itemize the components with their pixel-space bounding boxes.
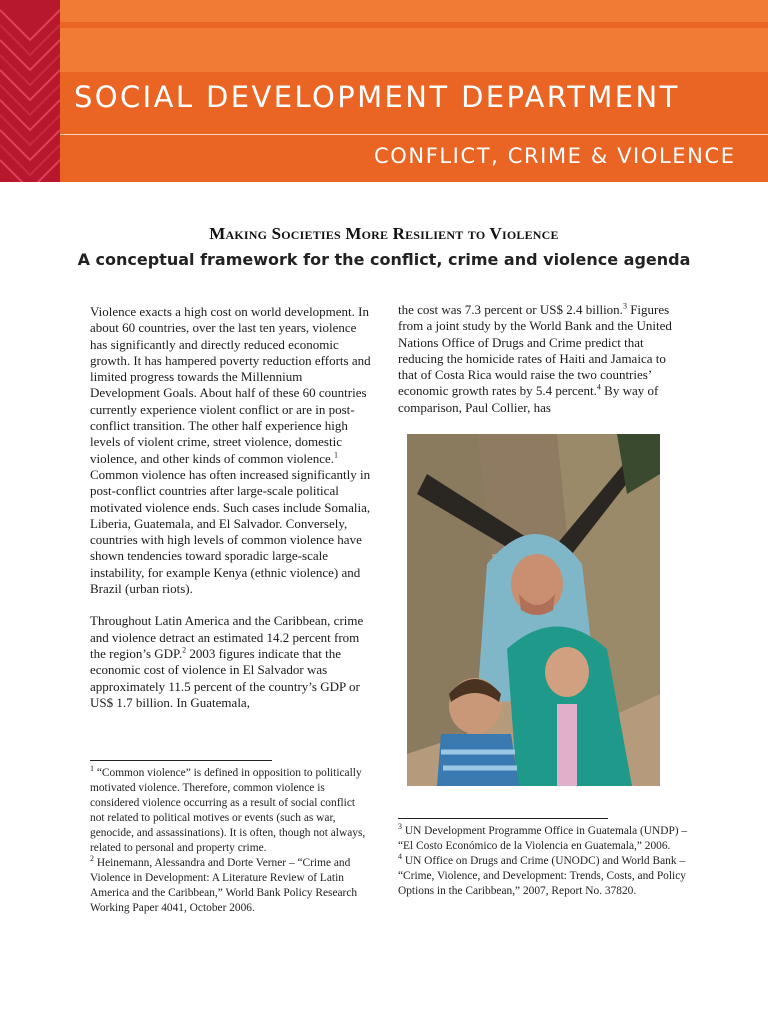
footnote xyxy=(90,856,372,916)
footnote-divider xyxy=(398,818,608,819)
paragraph xyxy=(398,302,682,416)
footnote-number: 3 xyxy=(398,822,402,832)
footnote-ref: 1 xyxy=(334,450,339,460)
banner-stripe xyxy=(60,0,768,22)
department-title: SOCIAL DEVELOPMENT DEPARTMENT xyxy=(74,80,680,114)
paragraph-text: Common violence has often increased significantly in post-conflict countries after large-scale political motivated violence ends. Such cases include Somalia, Liberia, Guatemala, and El Salvador. Conversely, countries with high levels of common violence have shown tendencies toward sporadic large-scale instability, for example Kenya (ethnic violence) and Brazil (urban riots). xyxy=(90,466,371,597)
footnote xyxy=(398,854,688,899)
footnote-divider xyxy=(90,760,272,761)
footnote-text: UN Development Programme Office in Guatemala (UNDP) – “El Costo Económico de la Violencia en Guatemala,” 2006. xyxy=(398,825,688,852)
header-banner xyxy=(0,0,768,182)
paragraph xyxy=(90,613,372,711)
footnote-ref: 3 xyxy=(622,301,627,311)
footnotes-right xyxy=(398,824,688,899)
footnote xyxy=(398,824,688,854)
children-soldiers-photo xyxy=(407,434,660,786)
banner-divider xyxy=(60,134,768,135)
document-subtitle: A conceptual framework for the conflict, crime and violence agenda xyxy=(77,250,691,269)
footnote-number: 2 xyxy=(90,854,94,864)
left-column xyxy=(90,304,372,727)
paragraph-text: By way of comparison, Paul Collier, has xyxy=(398,383,659,415)
footnote-ref: 2 xyxy=(182,645,187,655)
footnote-text: Heinemann, Alessandra and Dorte Verner – “Crime and Violence in Development: A Literature Review of Latin America and the Caribbean,” World Bank Policy Research Working Paper 4041, October 2006. xyxy=(90,857,358,914)
banner-stripe xyxy=(60,28,768,72)
footnote-text: “Common violence” is defined in opposition to politically motivated violence. Therefore, common violence is considered violence occurring as a result of social conflict not related to political motives or events (such as war, genocide, and assassinations). It is often, though not always, related to personal and property crime. xyxy=(90,767,366,854)
right-column xyxy=(398,302,682,432)
paragraph-text: Throughout Latin America and the Caribbean, crime and violence detract an estimated 14.2 percent from the region’s GDP. xyxy=(90,613,364,661)
paragraph xyxy=(90,304,372,597)
footnote-ref: 4 xyxy=(596,383,601,393)
footnote-number: 1 xyxy=(90,764,94,774)
topic-title: CONFLICT, CRIME & VIOLENCE xyxy=(374,144,736,168)
banner-pattern xyxy=(0,0,60,182)
footnote xyxy=(90,766,372,856)
paragraph-text: the cost was 7.3 percent or US$ 2.4 billion. xyxy=(398,302,623,317)
footnote-number: 4 xyxy=(398,852,402,862)
footnote-text: UN Office on Drugs and Crime (UNODC) and World Bank – “Crime, Violence, and Development: Trends, Costs, and Policy Options in the Caribbean,” 2007, Report No. 37820. xyxy=(398,855,686,897)
footnotes-left xyxy=(90,766,372,916)
paragraph-text: 2003 figures indicate that the economic cost of violence in El Salvador was approximately 11.5 percent of the country’s GDP or US$ 1.7 billion. In Guatemala, xyxy=(90,645,360,710)
paragraph-text: Figures from a joint study by the World Bank and the United Nations Office of Drugs and Crime predict that reducing the homicide rates of Haiti and Jamaica to that of Costa Rica would raise the two countries’ economic growth rates by 5.4 percent. xyxy=(398,302,672,399)
paragraph-text: Violence exacts a high cost on world development. In about 60 countries, over the last ten years, violence has significantly and directly reduced economic growth. It has hampered poverty reduction efforts and limited progress towards the Millennium Development Goals. About half of these 60 countries currently experience violent conflict or are in post-conflict transition. The other half experience high levels of violent crime, street violence, domestic violence, and other kinds of common violence. xyxy=(90,304,371,466)
document-title: Making Societies More Resilient to Violence xyxy=(209,224,559,243)
